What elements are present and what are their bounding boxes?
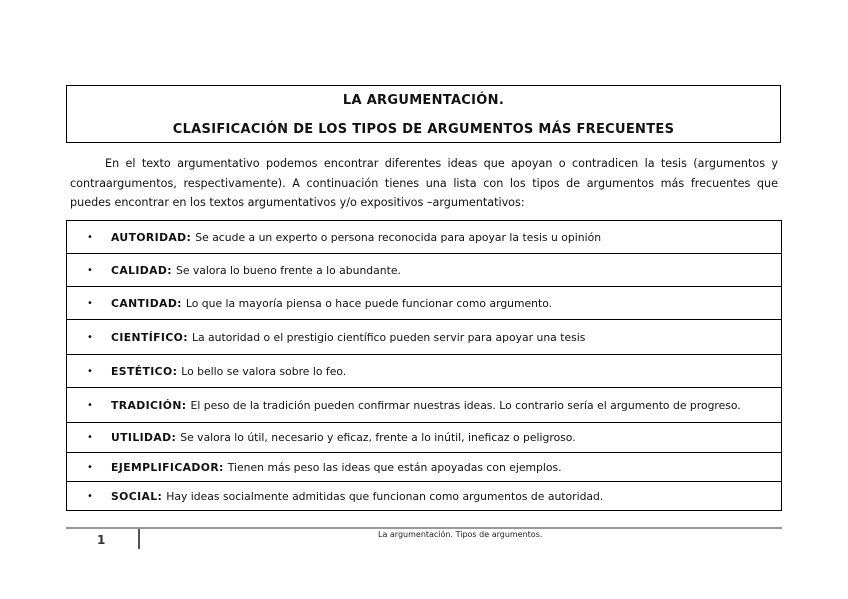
argument-description: El peso de la tradición pueden confirmar nuestras ideas. Lo contrario sería el argumento de progreso. <box>190 398 741 412</box>
argument-description: Se valora lo útil, necesario y eficaz, frente a lo inútil, ineficaz o peligroso. <box>180 431 576 444</box>
page-title: LA ARGUMENTACIÓN. <box>342 93 505 108</box>
page-subtitle: CLASIFICACIÓN DE LOS TIPOS DE ARGUMENTOS MÁS FRECUENTES <box>172 122 675 137</box>
footer-tick <box>138 529 140 549</box>
argument-description: Tienen más peso las ideas que están apoyadas con ejemplos. <box>227 460 562 474</box>
argument-description: Se acude a un experto o persona reconocida para apoyar la tesis u opinión <box>195 230 602 244</box>
bullet-icon: • <box>87 461 93 473</box>
argument-term: ESTÉTICO: <box>111 364 178 378</box>
title-box <box>66 85 781 143</box>
list-item <box>67 388 781 423</box>
bullet-icon: • <box>87 491 93 502</box>
list-item <box>67 254 781 287</box>
list-item <box>67 320 781 355</box>
argument-description: Hay ideas socialmente admitidas que funcionan como argumentos de autoridad. <box>166 490 604 503</box>
list-item <box>67 423 781 453</box>
bullet-icon: • <box>87 331 93 343</box>
intro-paragraph: En el texto argumentativo podemos encontrar diferentes ideas que apoyan o contradicen la tesis (argumentos y contraargumentos, respectivamente). A continuación tienes una lista con los tipos de argumentos más frecuentes que puedes encontrar en los textos argumentativos y/o expositivos –argumentativos: <box>70 157 778 209</box>
argument-description: Lo bello se valora sobre lo feo. <box>181 364 347 378</box>
bullet-icon: • <box>87 297 93 309</box>
argument-term: SOCIAL: <box>111 490 163 503</box>
list-item <box>67 453 781 482</box>
argument-term: EJEMPLIFICADOR: <box>111 460 224 474</box>
footer-text: La argumentación. Tipos de argumentos. <box>378 530 543 539</box>
list-item <box>67 287 781 320</box>
argument-term: AUTORIDAD: <box>111 230 192 244</box>
argument-description: Lo que la mayoría piensa o hace puede funcionar como argumento. <box>185 296 553 310</box>
list-item <box>67 355 781 388</box>
argument-term: CALIDAD: <box>111 263 172 277</box>
argument-term: CANTIDAD: <box>111 296 182 310</box>
argument-list <box>66 220 782 511</box>
argument-term: UTILIDAD: <box>111 431 177 444</box>
bullet-icon: • <box>87 365 93 377</box>
argument-term: CIENTÍFICO: <box>111 330 188 344</box>
bullet-icon: • <box>87 399 93 411</box>
list-item <box>67 221 781 254</box>
argument-term: TRADICIÓN: <box>111 398 187 412</box>
bullet-icon: • <box>87 432 93 443</box>
footer-divider <box>66 527 782 529</box>
bullet-icon: • <box>87 231 93 243</box>
bullet-icon: • <box>87 264 93 276</box>
argument-description: La autoridad o el prestigio científico pueden servir para apoyar una tesis <box>191 330 586 344</box>
page-number: 1 <box>97 533 106 547</box>
list-item <box>67 482 781 511</box>
argument-description: Se valora lo bueno frente a lo abundante. <box>175 263 401 277</box>
